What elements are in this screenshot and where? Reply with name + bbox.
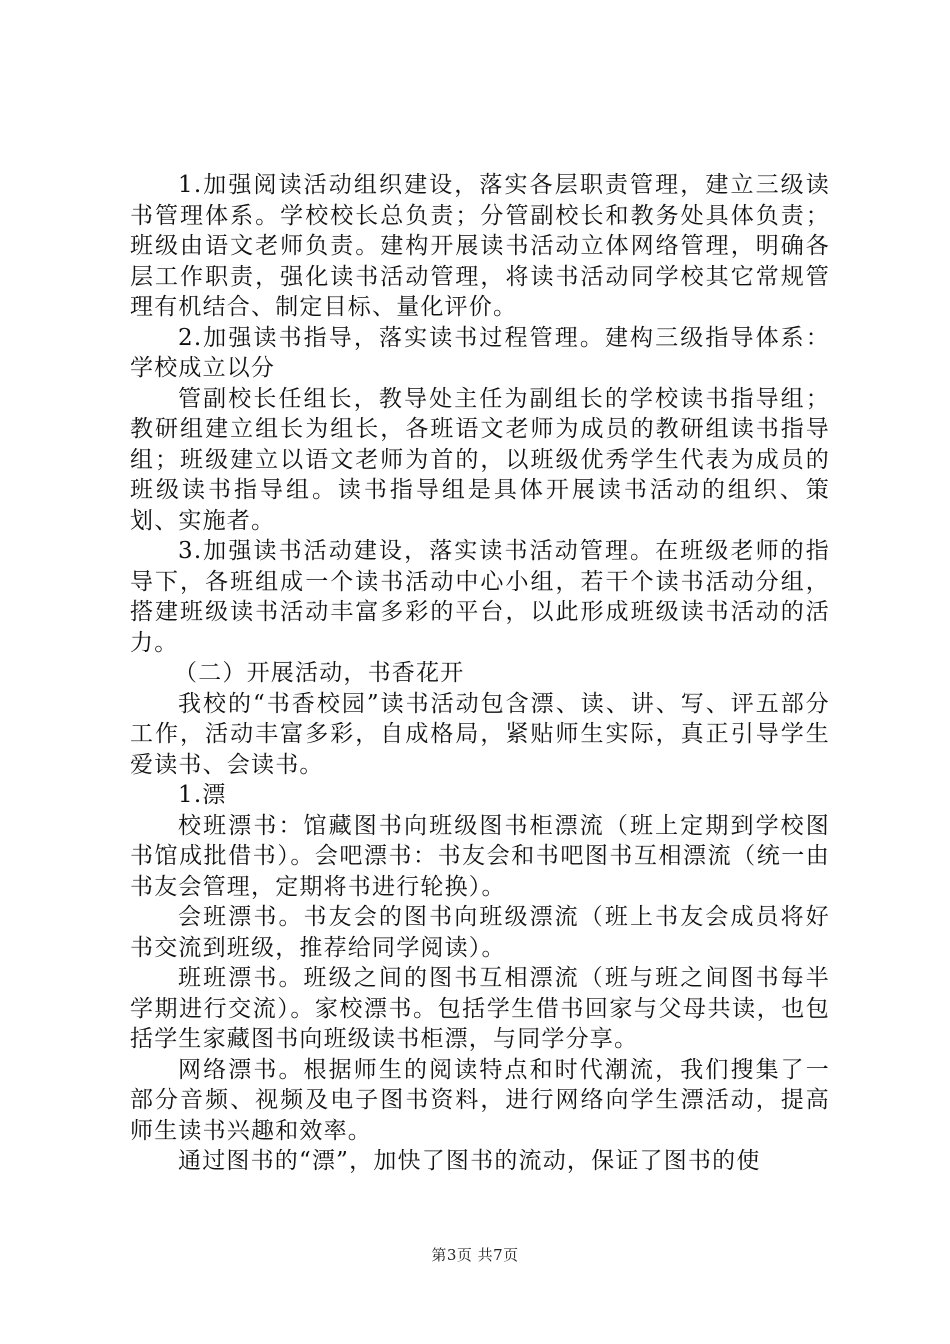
- page-number-footer: 第3页 共7页: [431, 1246, 519, 1264]
- paragraph-club-class-drift: 会班漂书。书友会的图书向班级漂流（班上书友会成员将好书交流到班级，推荐给同学阅读）。: [130, 904, 830, 961]
- paragraph-reading-organization: 1.加强阅读活动组织建设，落实各层职责管理，建立三级读书管理体系。学校校长总负责；分管副校长和教务处具体负责；班级由语文老师负责。建构开展读书活动立体网络管理，明确各层工作职责，强化读书活动管理，将读书活动同学校其它常规管理有机结合、制定目标、量化评价。: [130, 172, 830, 320]
- paragraph-activity-construction: 3.加强读书活动建设，落实读书活动管理。在班级老师的指导下，各班组成一个读书活动中心小组，若干个读书活动分组，搭建班级读书活动丰富多彩的平台，以此形成班级读书活动的活力。: [130, 538, 830, 656]
- paragraph-reading-guidance: 2.加强读书指导，落实读书过程管理。建构三级指导体系：学校成立以分: [130, 324, 830, 381]
- paragraph-network-drift: 网络漂书。根据师生的阅读特点和时代潮流，我们搜集了一部分音频、视频及电子图书资料，进行网络向学生漂活动，提高师生读书兴趣和效率。: [130, 1056, 830, 1144]
- paragraph-activity-overview: 我校的“书香校园”读书活动包含漂、读、讲、写、评五部分工作，活动丰富多彩，自成格局，紧贴师生实际，真正引导学生爱读书、会读书。: [130, 690, 830, 778]
- paragraph-class-class-drift: 班班漂书。班级之间的图书互相漂流（班与班之间图书每半学期进行交流）。家校漂书。包括学生借书回家与父母共读，也包括学生家藏图书向班级读书柜漂，与同学分享。: [130, 965, 830, 1052]
- subheading-piao: 1.漂: [178, 782, 227, 808]
- document-body: [130, 170, 830, 1177]
- paragraph-guidance-groups: 管副校长任组长，教导处主任为副组长的学校读书指导组；教研组建立组长为组长，各班语文老师为成员的教研组读书指导组；班级建立以语文老师为首的，以班级优秀学生代表为成员的班级读书指导组。读书指导组是具体开展读书活动的组织、策划、实施者。: [130, 385, 830, 534]
- paragraph-school-class-drift: 校班漂书：馆藏图书向班级图书柜漂流（班上定期到学校图书馆成批借书）。会吧漂书：书友会和书吧图书互相漂流（统一由书友会管理，定期将书进行轮换）。: [130, 812, 830, 900]
- section-heading-activities: （二）开展活动，书香花开: [174, 660, 465, 686]
- paragraph-drift-summary: 通过图书的“漂”，加快了图书的流动，保证了图书的使: [178, 1148, 761, 1174]
